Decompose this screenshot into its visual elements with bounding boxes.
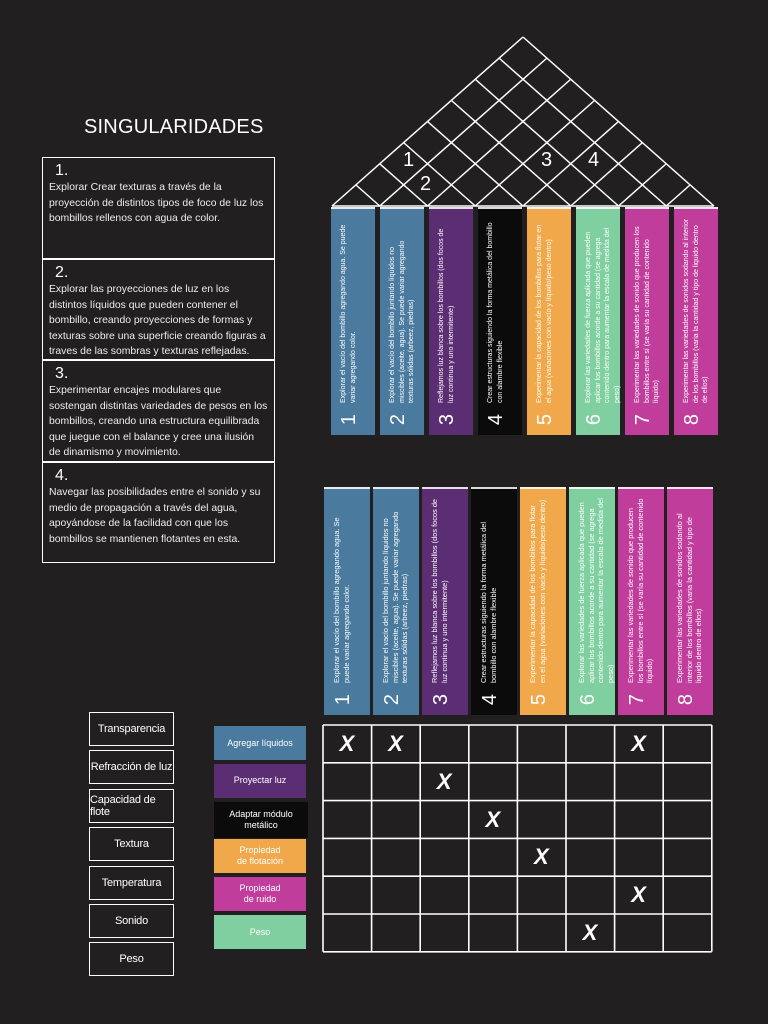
- property-cell: Temperatura: [89, 866, 174, 900]
- requirement-text: Reflejamos luz blanca sobre los bombillos (dos focos de luz continua y uno intermitente): [438, 228, 455, 403]
- property-cell: Peso: [89, 942, 174, 976]
- requirement-number: 6: [583, 413, 606, 426]
- requirement-text: Experimentar las variedades de sonido que producen los bombillos entre sí (se varía su cantidad de contenido líquido): [634, 226, 660, 403]
- property-cell: Capacidad de flote: [89, 789, 174, 823]
- requirement-text: Explorar el vacío del bombillo juntando líquidos no miscibles (aceite, agua). Se puede variar agregando texturas sólidas (arbeez, piedras): [381, 511, 409, 683]
- legend-item: [214, 915, 306, 949]
- requirement-bar: [576, 207, 620, 435]
- requirement-number: 6: [577, 693, 600, 706]
- requirement-number: 2: [387, 413, 410, 426]
- legend-label: Peso: [249, 926, 271, 937]
- requirement-bar: [331, 207, 375, 435]
- requirement-text: Crear estructuras siguiendo la forma metálica del bombillo con alambre flexible: [479, 521, 498, 683]
- requirement-number: 1: [332, 693, 355, 706]
- requirement-number: 5: [528, 693, 551, 706]
- requirement-bar: [373, 487, 419, 715]
- requirement-number: 5: [534, 413, 557, 426]
- legend-item: [214, 764, 306, 798]
- singularity-number: 1.: [55, 162, 69, 179]
- requirement-bar: [520, 487, 566, 715]
- requirement-number: 7: [632, 413, 655, 426]
- requirement-text: Experimentar la capacidad de los bombillos para flotar en el agua (variaciones con vacío y líquido/peso dentro): [528, 499, 547, 683]
- property-cell: Textura: [89, 827, 174, 861]
- matrix-mark: X: [388, 731, 403, 756]
- page-title: SINGULARIDADES: [84, 116, 264, 138]
- requirement-text: Experimentar las variedades de sonidos sodando al interior de los bombillos (varia la cantidad y tipo de liquido dentro de ellos): [683, 218, 709, 403]
- matrix-mark: X: [631, 731, 646, 756]
- roof-label: 3: [541, 149, 553, 171]
- requirement-text: Experimentar la capacidad de los bombillos para flotar en el agua (variaciones con vacío y líquido/peso dentro): [536, 224, 553, 403]
- singularity-number: 2.: [55, 264, 69, 281]
- legend-label: Proyectar luz: [233, 775, 287, 786]
- requirement-text: Explorar las variedades de fuerza aplicada que pueden aplicar los bombillos acorde a su cantidad (se agrega contenido dentro para aumentar la escala de medida del peso): [577, 498, 615, 683]
- matrix-mark: X: [631, 882, 646, 908]
- legend-item: [214, 802, 308, 838]
- matrix-mark: X: [534, 844, 549, 870]
- requirement-bar: [674, 207, 718, 435]
- requirement-text: Explorar el vacío del bombillo agregando agua. Se puede variar agregando color.: [332, 517, 351, 683]
- requirement-number: 8: [681, 413, 704, 426]
- requirement-bar: [527, 207, 571, 435]
- requirement-text: Experimentar las variedades de sonido que producen los bombillos entre sí (se varía su cantidad de contenido líquido): [626, 498, 654, 683]
- property-cell: Refracción de luz: [89, 750, 174, 784]
- requirement-bar: [422, 487, 468, 715]
- requirement-number: 4: [485, 413, 508, 426]
- requirement-bar: [478, 207, 522, 435]
- requirement-bar: [380, 207, 424, 435]
- singularity-box: [42, 259, 275, 360]
- requirement-text: Experimentar las variedades de sonidos sodando al interior de los bombillos (varia la cantidad y tipo de liquido dentro de ellos): [675, 513, 703, 683]
- legend-item: [214, 877, 306, 911]
- singularity-text: Explorar las proyecciones de luz en los distintos líquidos que pueden contener el bombillo, creando proyecciones de formas y texturas sobre una superficie creando figuras a traves de las sombras y texturas reflejadas.: [49, 284, 266, 357]
- legend-label: Agregar líquidos: [227, 737, 293, 748]
- singularity-box: [42, 360, 275, 462]
- correlation-roof: [0, 0, 768, 210]
- matrix-mark: X: [436, 768, 452, 794]
- requirement-number: 8: [675, 693, 698, 706]
- singularity-number: 4.: [55, 467, 69, 484]
- matrix-mark: X: [339, 731, 355, 756]
- singularity-text: Navegar las posibilidades entre el sonido y su medio de propagación a través del agua, apoyándose de la facilidad con que los bombillos se mantienen flotantes en esta.: [49, 487, 261, 545]
- requirement-number: 1: [338, 413, 361, 426]
- requirement-text: Reflejamos luz blanca sobre los bombillos (dos focos de luz continua y uno intermitente): [430, 498, 449, 683]
- requirement-bar: [618, 487, 664, 715]
- requirement-bar: [471, 487, 517, 715]
- singularity-box: [42, 462, 275, 563]
- singularity-number: 3.: [55, 365, 69, 382]
- property-cell: Transparencia: [89, 712, 174, 746]
- requirement-text: Explorar el vacío del bombillo agregando agua. Se puede variar agregando color.: [340, 224, 357, 403]
- requirement-text: Explorar el vacío del bombillo juntando líquidos no miscibles (aceite, agua). Se puede variar agregando texturas sólidas (arbeez, piedras): [389, 240, 415, 403]
- requirement-number: 3: [436, 413, 459, 426]
- legend-item: [214, 839, 306, 873]
- requirement-number: 3: [430, 693, 453, 706]
- requirement-bar: [569, 487, 615, 715]
- requirement-bar: [324, 487, 370, 715]
- requirement-text: Explorar las variedades de fuerza aplicada que pueden aplicar los bombillos acorde a su cantidad (se agrega contenido dentro para aumentar la escala de medida del peso): [585, 227, 621, 403]
- singularity-text: Experimentar encajes modulares que sostengan distintas variedades de pesos en los bombillos, creando una estructura equilibrada que juegue con el balance y cree una ilusión de dinamismo y movimiento.: [49, 385, 268, 458]
- property-cell: Sonido: [89, 904, 174, 938]
- requirement-number: 7: [626, 693, 649, 706]
- legend-label: Propiedad de flotación: [236, 845, 284, 867]
- legend-label: Adaptar módulo metálico: [229, 808, 293, 830]
- requirement-number: 2: [381, 693, 404, 706]
- roof-label: 2: [420, 173, 432, 195]
- matrix-mark: X: [485, 806, 501, 832]
- requirement-number: 4: [479, 693, 502, 706]
- requirement-bar: [625, 207, 669, 435]
- roof-label: 4: [588, 149, 600, 171]
- matrix-mark: X: [582, 920, 598, 945]
- legend-label: Propiedad de ruido: [239, 883, 281, 905]
- legend-item: [214, 726, 306, 760]
- requirement-bar: [667, 487, 713, 715]
- requirement-text: Crear estructuras siguiendo la forma metálica del bombillo con alambre flexible: [487, 222, 504, 403]
- singularity-text: Explorar Crear texturas a través de la proyección de distintos tipos de foco de luz los bombillos rellenos con agua de color.: [49, 182, 264, 224]
- roof-label: 1: [403, 149, 415, 171]
- requirement-bar: [429, 207, 473, 435]
